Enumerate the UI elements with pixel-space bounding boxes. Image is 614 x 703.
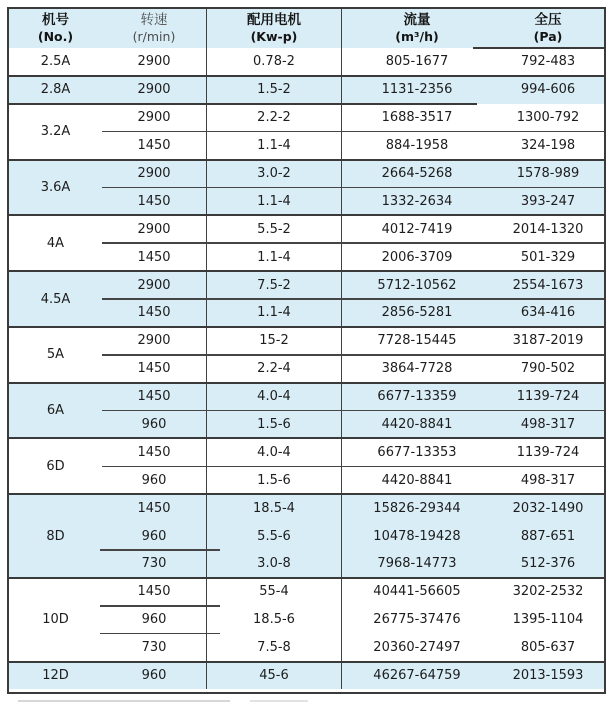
- flow-cell: 3864-7728: [381, 361, 453, 377]
- header-pressure-en: (Pa): [533, 29, 563, 45]
- pressure-cell: 512-376: [520, 556, 576, 572]
- flow-cell: 1688-3517: [381, 110, 453, 126]
- header-col-model: [9, 9, 102, 48]
- flow-cell: 5712-10562: [377, 277, 457, 293]
- group-rows: [102, 104, 604, 160]
- speed-cell: 960: [102, 662, 207, 690]
- header-motor-en: (Kw-p): [250, 29, 298, 45]
- flow-cell: 15826-29344: [373, 500, 461, 516]
- flow-cell: 4420-8841: [381, 417, 453, 433]
- group-rows: [102, 438, 604, 494]
- group-rows: [102, 662, 604, 690]
- model-number-cell: 4A: [46, 235, 65, 251]
- pressure-cell: 790-502: [520, 361, 576, 377]
- flow-cell: 7728-15445: [377, 333, 457, 349]
- table-row: [102, 104, 604, 132]
- header-motor-zh: 配用电机: [247, 11, 301, 28]
- model-group-8D: [9, 494, 604, 578]
- flow-cell: 6677-13353: [377, 444, 457, 460]
- header-col-flow: [342, 9, 492, 48]
- pressure-cell: 1300-792: [516, 110, 580, 126]
- pressure-cell: 994-606: [520, 82, 576, 98]
- speed-cell: 960: [102, 606, 207, 634]
- pressure-cell: 805-637: [520, 640, 576, 656]
- pressure-cell: 887-651: [520, 528, 576, 544]
- flow-cell: 40441-56605: [373, 584, 461, 600]
- motor-cell: 5.5-2: [207, 215, 342, 243]
- table-body: [9, 48, 604, 689]
- group-rows: [102, 494, 604, 578]
- pressure-cell: 634-416: [520, 305, 576, 321]
- motor-cell: 4.0-4: [207, 383, 342, 411]
- motor-cell: 1.1-4: [207, 132, 342, 160]
- pressure-cell: 498-317: [520, 472, 576, 488]
- header-model-zh: 机号: [42, 11, 69, 28]
- flow-cell: 1332-2634: [381, 193, 453, 209]
- model-number-cell: 5A: [46, 347, 65, 363]
- model-number-cell: 3.2A: [40, 124, 71, 140]
- table-row: [102, 383, 604, 411]
- flow-cell: 4420-8841: [381, 472, 453, 488]
- speed-cell: 2900: [102, 327, 207, 355]
- header-col-speed: [102, 9, 207, 48]
- model-group-2.8A: [9, 76, 604, 104]
- pressure-cell: 1578-989: [516, 166, 580, 181]
- table-header: [9, 9, 604, 48]
- speed-cell: 960: [102, 466, 207, 494]
- motor-cell: 1.5-2: [207, 76, 342, 104]
- speed-cell: 1450: [102, 187, 207, 215]
- model-number-cell: 8D: [46, 528, 65, 544]
- motor-cell: 0.78-2: [207, 48, 342, 76]
- table-row: [102, 438, 604, 466]
- model-group-10D: [9, 578, 604, 662]
- speed-cell: 960: [102, 522, 207, 550]
- page-bottom-cutoff-line: [18, 700, 230, 702]
- pressure-cell: 501-329: [520, 249, 576, 265]
- flow-cell: 884-1958: [385, 138, 449, 154]
- group-rows: [102, 327, 604, 383]
- pressure-cell: 792-483: [520, 54, 576, 70]
- pressure-cell: 498-317: [520, 417, 576, 433]
- flow-cell: 7968-14773: [377, 556, 457, 572]
- speed-cell: 1450: [102, 578, 207, 606]
- motor-cell: 1.5-6: [207, 411, 342, 439]
- speed-cell: 1450: [102, 355, 207, 383]
- group-rows: [102, 578, 604, 662]
- flow-cell: 10478-19428: [373, 528, 461, 544]
- fan-spec-table: [7, 7, 606, 694]
- table-row: [102, 160, 604, 188]
- flow-cell: 2664-5268: [381, 166, 453, 181]
- table-row: [102, 662, 604, 690]
- flow-cell: 6677-13359: [377, 389, 457, 405]
- pressure-cell: 1139-724: [516, 444, 580, 460]
- table-row: [102, 243, 604, 271]
- flow-cell: 20360-27497: [373, 640, 461, 656]
- speed-cell: 1450: [102, 299, 207, 327]
- header-flow-zh: 流量: [403, 11, 431, 28]
- speed-cell: 2900: [102, 271, 207, 299]
- table-row: [102, 634, 604, 662]
- motor-cell: 4.0-4: [207, 438, 342, 466]
- model-group-6A: [9, 383, 604, 439]
- speed-cell: 2900: [102, 104, 207, 132]
- table-row: [102, 327, 604, 355]
- model-group-4.5A: [9, 271, 604, 327]
- speed-cell: 2900: [102, 215, 207, 243]
- model-number-cell: 2.8A: [40, 82, 71, 98]
- pressure-cell: 1139-724: [516, 389, 580, 405]
- speed-cell: 2900: [102, 160, 207, 188]
- motor-cell: 18.5-4: [207, 494, 342, 522]
- motor-cell: 7.5-2: [207, 271, 342, 299]
- header-model-en: (No.): [37, 29, 74, 45]
- speed-cell: 2900: [102, 76, 207, 104]
- table-row: [102, 355, 604, 383]
- model-number-cell: 2.5A: [40, 54, 71, 70]
- pressure-cell: 3187-2019: [512, 333, 584, 349]
- table-row: [102, 411, 604, 439]
- pressure-cell: 1395-1104: [512, 612, 584, 628]
- model-group-2.5A: [9, 48, 604, 76]
- table-row: [102, 299, 604, 327]
- table-row: [102, 187, 604, 215]
- pressure-cell: 393-247: [520, 193, 576, 209]
- model-group-5A: [9, 327, 604, 383]
- motor-cell: 7.5-8: [207, 634, 342, 662]
- pressure-cell: 2032-1490: [512, 500, 584, 516]
- page-bottom-cutoff-line: [250, 700, 308, 702]
- group-rows: [102, 271, 604, 327]
- table-row: [102, 76, 604, 104]
- group-rows: [102, 160, 604, 216]
- motor-cell: 3.0-8: [207, 550, 342, 578]
- pressure-cell: 2013-1593: [512, 668, 584, 684]
- pressure-cell: 3202-2532: [512, 584, 584, 600]
- flow-cell: 4012-7419: [381, 221, 453, 237]
- speed-cell: 730: [102, 634, 207, 662]
- motor-cell: 3.0-2: [207, 160, 342, 188]
- header-col-pressure: [492, 9, 604, 48]
- motor-cell: 2.2-4: [207, 355, 342, 383]
- header-speed-zh: 转速: [140, 11, 168, 28]
- header-speed-en: (r/min): [132, 29, 176, 45]
- motor-cell: 1.5-6: [207, 466, 342, 494]
- pressure-cell: 2014-1320: [512, 221, 584, 237]
- motor-cell: 18.5-6: [207, 606, 342, 634]
- motor-cell: 15-2: [207, 327, 342, 355]
- header-col-motor: [207, 9, 342, 48]
- table-row: [102, 550, 604, 578]
- group-rows: [102, 76, 604, 104]
- speed-cell: 960: [102, 411, 207, 439]
- flow-cell: 26775-37476: [373, 612, 461, 628]
- table-row: [102, 494, 604, 522]
- pressure-cell: 324-198: [520, 138, 576, 154]
- speed-cell: 1450: [102, 494, 207, 522]
- motor-cell: 1.1-4: [207, 243, 342, 271]
- group-rows: [102, 215, 604, 271]
- speed-cell: 1450: [102, 243, 207, 271]
- model-group-12D: [9, 662, 604, 690]
- flow-cell: 2006-3709: [381, 249, 453, 265]
- motor-cell: 45-6: [207, 662, 342, 690]
- table-row: [102, 606, 604, 634]
- model-number-cell: 6A: [46, 403, 65, 419]
- table-row: [102, 48, 604, 76]
- table-row: [102, 466, 604, 494]
- speed-cell: 2900: [102, 48, 207, 76]
- speed-cell: 730: [102, 550, 207, 578]
- pressure-cell: 2554-1673: [512, 277, 584, 293]
- model-group-4A: [9, 215, 604, 271]
- flow-cell: 805-1677: [385, 54, 449, 70]
- flow-cell: 2856-5281: [381, 305, 453, 321]
- model-number-cell: 4.5A: [40, 291, 71, 307]
- header-flow-en: (m³/h): [395, 29, 439, 45]
- table-row: [102, 522, 604, 550]
- model-group-3.6A: [9, 160, 604, 216]
- motor-cell: 1.1-4: [207, 299, 342, 327]
- flow-cell: 1131-2356: [381, 82, 453, 98]
- group-rows: [102, 383, 604, 439]
- model-number-cell: 6D: [46, 458, 65, 474]
- table-row: [102, 132, 604, 160]
- motor-cell: 55-4: [207, 578, 342, 606]
- speed-cell: 1450: [102, 438, 207, 466]
- motor-cell: 1.1-4: [207, 187, 342, 215]
- flow-cell: 46267-64759: [373, 668, 461, 684]
- model-number-cell: 12D: [42, 668, 69, 684]
- speed-cell: 1450: [102, 383, 207, 411]
- model-number-cell: 10D: [42, 612, 69, 628]
- model-group-3.2A: [9, 104, 604, 160]
- table-row: [102, 578, 604, 606]
- motor-cell: 5.5-6: [207, 522, 342, 550]
- model-group-6D: [9, 438, 604, 494]
- header-pressure-zh: 全压: [534, 11, 562, 28]
- speed-cell: 1450: [102, 132, 207, 160]
- table-row: [102, 215, 604, 243]
- table-row: [102, 271, 604, 299]
- model-number-cell: 3.6A: [40, 179, 71, 195]
- motor-cell: 2.2-2: [207, 104, 342, 132]
- group-rows: [102, 48, 604, 76]
